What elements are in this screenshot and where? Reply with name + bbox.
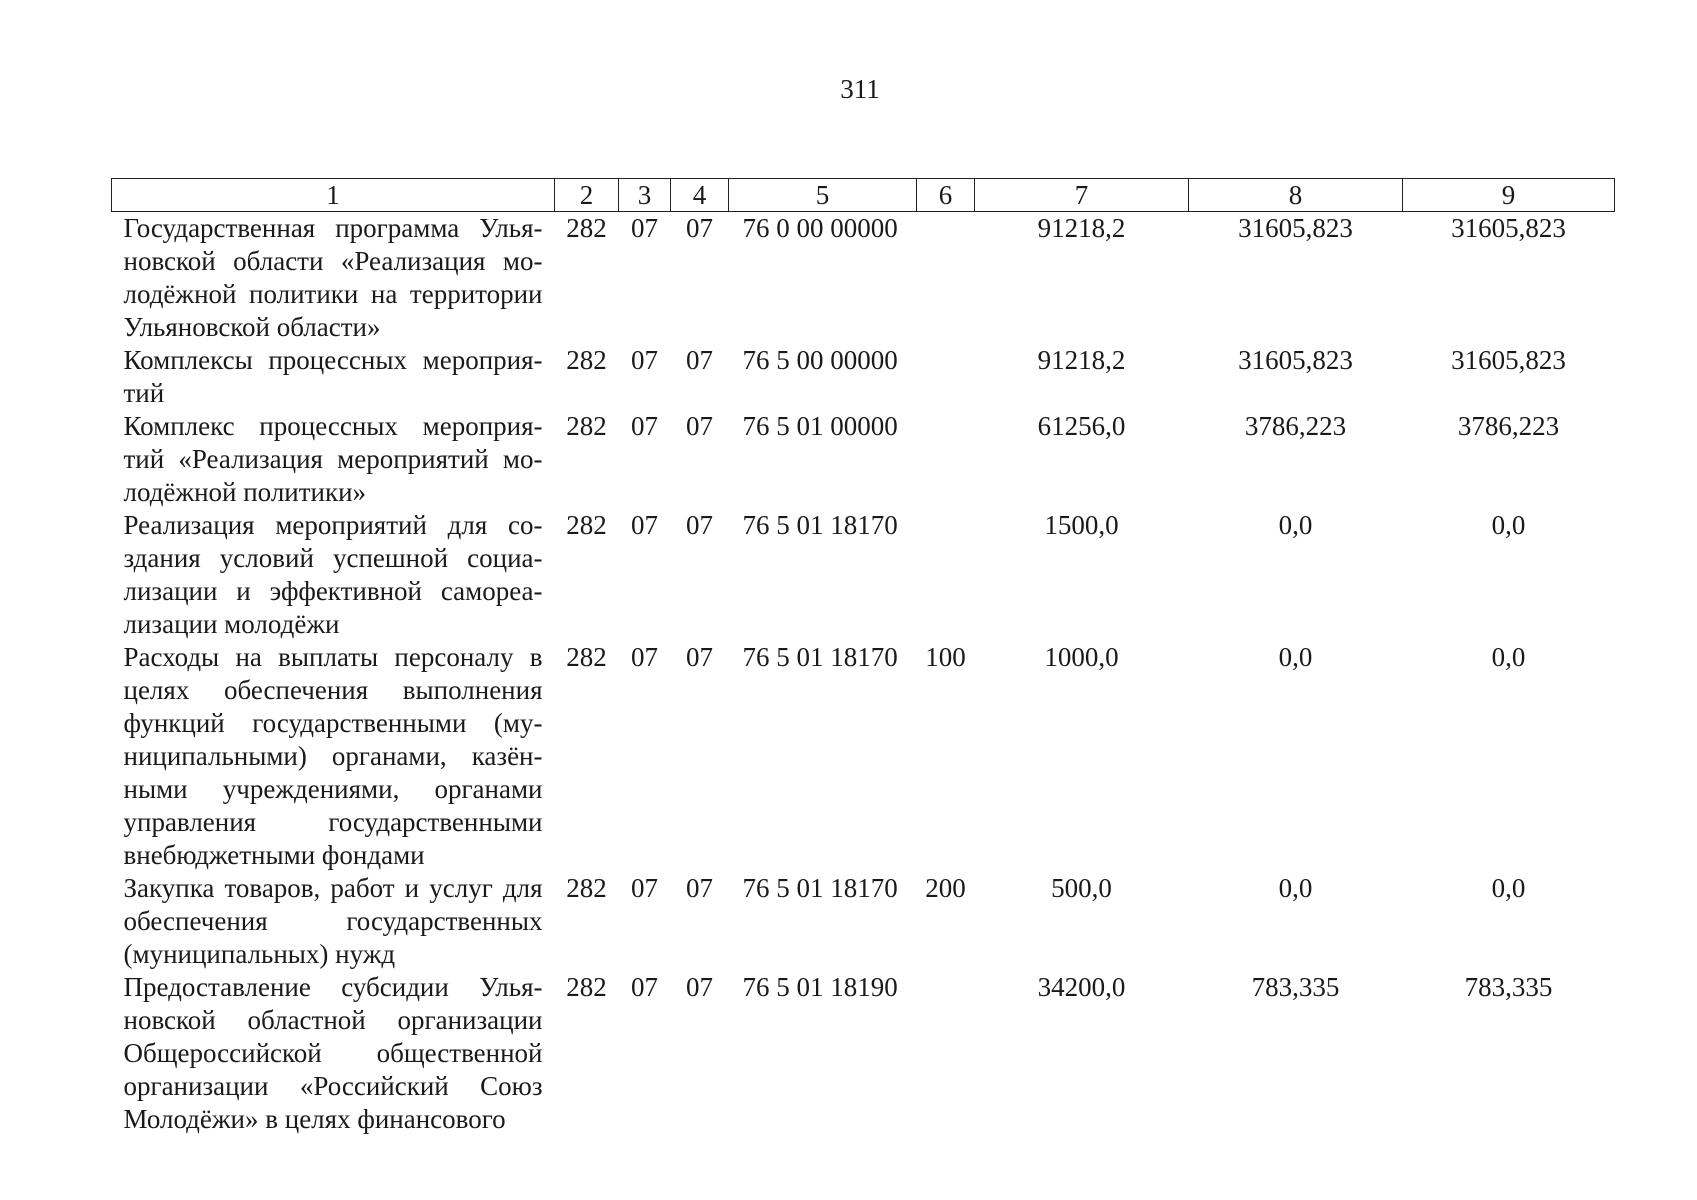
row-name-line: тий «Реализация мероприятий мо-: [123, 444, 543, 474]
header-col-9: 9: [1403, 179, 1615, 212]
row-name: [112, 971, 555, 1136]
row-name-line: Ульяновской области»: [123, 312, 381, 342]
table-header: [112, 179, 1615, 212]
row-gl-code: 282: [566, 213, 607, 243]
header-col-8: 8: [1189, 179, 1403, 212]
row-name-line: Молодёжи» в целях финансового: [123, 1104, 506, 1134]
row-name-line: лодёжной политики на территории: [123, 279, 543, 309]
row-gl-code: 282: [566, 411, 607, 441]
row-expense-type: [917, 971, 975, 1136]
row-name-line: Предоставление субсидии Улья-: [123, 972, 543, 1002]
header-row: [112, 179, 1615, 212]
row-amount-col7: 1000,0: [1044, 642, 1119, 672]
row-target-article: 76 5 01 00000: [742, 411, 898, 441]
row-name-line: новской областной организации: [123, 1005, 543, 1035]
row-subsection-code: 07: [686, 510, 713, 540]
row-amount-col8: 31605,823: [1238, 345, 1353, 375]
row-amount-col8: 783,335: [1251, 972, 1340, 1002]
row-target-article: 76 5 01 18170: [742, 873, 898, 903]
row-target-article: 76 0 00 00000: [742, 213, 898, 243]
row-name-line: обеспечения государственных: [123, 906, 543, 936]
row-expense-type: [917, 212, 975, 345]
header-col-6: 6: [917, 179, 975, 212]
row-name-line: функций государственными (му-: [123, 708, 543, 738]
header-col-2: 2: [555, 179, 619, 212]
header-col-1: 1: [112, 179, 555, 212]
row-section-code: 07: [631, 972, 658, 1002]
table-row: [112, 410, 1615, 509]
row-name: [112, 872, 555, 971]
row-section-code: 07: [631, 411, 658, 441]
row-name-line: лодёжной политики»: [123, 477, 367, 507]
row-name-line: Закупка товаров, работ и услуг для: [123, 873, 543, 903]
row-amount-col8: 31605,823: [1238, 213, 1353, 243]
table-row: [112, 641, 1615, 872]
row-name: [112, 344, 555, 410]
row-amount-col9: 0,0: [1491, 873, 1526, 903]
row-amount-col7: 1500,0: [1044, 510, 1119, 540]
row-amount-col8: 0,0: [1278, 873, 1313, 903]
row-name-line: Государственная программа Улья-: [123, 213, 543, 243]
row-section-code: 07: [631, 873, 658, 903]
row-subsection-code: 07: [686, 642, 713, 672]
row-amount-col7: 34200,0: [1037, 972, 1126, 1002]
row-name-line: целях обеспечения выполнения: [123, 675, 543, 705]
row-subsection-code: 07: [686, 873, 713, 903]
row-name-line: внебюджетными фондами: [123, 840, 425, 870]
row-expense-type: [917, 410, 975, 509]
row-amount-col8: 0,0: [1278, 642, 1313, 672]
table-row: [112, 212, 1615, 345]
header-col-7: 7: [975, 179, 1189, 212]
row-section-code: 07: [631, 510, 658, 540]
row-subsection-code: 07: [686, 345, 713, 375]
row-gl-code: 282: [566, 642, 607, 672]
row-name-line: ными учреждениями, органами: [123, 774, 543, 804]
header-col-4: 4: [671, 179, 729, 212]
table-row: [112, 344, 1615, 410]
table-row: [112, 971, 1615, 1136]
row-amount-col9: 0,0: [1491, 510, 1526, 540]
row-subsection-code: 07: [686, 213, 713, 243]
header-col-3: 3: [619, 179, 671, 212]
row-amount-col7: 500,0: [1051, 873, 1112, 903]
row-subsection-code: 07: [686, 411, 713, 441]
row-expense-type: 200: [925, 873, 966, 903]
row-name-line: лизации молодёжи: [123, 609, 340, 639]
row-target-article: 76 5 01 18170: [742, 642, 898, 672]
row-section-code: 07: [631, 345, 658, 375]
row-subsection-code: 07: [686, 972, 713, 1002]
row-gl-code: 282: [566, 972, 607, 1002]
row-amount-col9: 3786,223: [1457, 411, 1560, 441]
row-amount-col7: 91218,2: [1037, 213, 1126, 243]
row-gl-code: 282: [566, 345, 607, 375]
row-name-line: организации «Российский Союз: [123, 1071, 543, 1101]
row-name-line: ниципальными) органами, казён-: [123, 741, 543, 771]
row-amount-col7: 91218,2: [1037, 345, 1126, 375]
table-row: [112, 509, 1615, 641]
row-name-line: Комплекс процессных мероприя-: [123, 411, 543, 441]
row-amount-col9: 31605,823: [1451, 345, 1566, 375]
row-expense-type: [917, 509, 975, 641]
row-name-line: Расходы на выплаты персоналу в: [123, 642, 543, 672]
page-number: 311: [840, 74, 880, 104]
row-section-code: 07: [631, 642, 658, 672]
row-target-article: 76 5 00 00000: [742, 345, 898, 375]
row-name-line: здания условий успешной социа-: [123, 543, 543, 573]
row-name-line: управления государственными: [123, 807, 543, 837]
row-name: [112, 509, 555, 641]
row-name-line: лизации и эффективной самореа-: [123, 576, 543, 606]
row-name-line: Реализация мероприятий для со-: [123, 510, 543, 540]
row-amount-col9: 783,335: [1464, 972, 1553, 1002]
table-row: [112, 872, 1615, 971]
header-col-5: 5: [729, 179, 917, 212]
row-expense-type: [917, 344, 975, 410]
row-amount-col9: 0,0: [1491, 642, 1526, 672]
row-name-line: Комплексы процессных мероприя-: [123, 345, 543, 375]
row-target-article: 76 5 01 18170: [742, 510, 898, 540]
row-gl-code: 282: [566, 510, 607, 540]
row-name-line: Общероссийской общественной: [123, 1038, 543, 1068]
row-amount-col8: 3786,223: [1244, 411, 1347, 441]
row-name-line: новской области «Реализация мо-: [123, 246, 543, 276]
row-gl-code: 282: [566, 873, 607, 903]
row-name-line: (муниципальных) нужд: [123, 939, 396, 969]
row-name: [112, 212, 555, 345]
row-expense-type: 100: [925, 642, 966, 672]
row-name: [112, 410, 555, 509]
row-target-article: 76 5 01 18190: [742, 972, 898, 1002]
row-amount-col7: 61256,0: [1037, 411, 1126, 441]
table-body: [112, 212, 1615, 1137]
row-amount-col9: 31605,823: [1451, 213, 1566, 243]
row-section-code: 07: [631, 213, 658, 243]
row-name: [112, 641, 555, 872]
row-amount-col8: 0,0: [1278, 510, 1313, 540]
row-name-line: тий: [123, 378, 165, 408]
budget-table: [111, 178, 1615, 1136]
